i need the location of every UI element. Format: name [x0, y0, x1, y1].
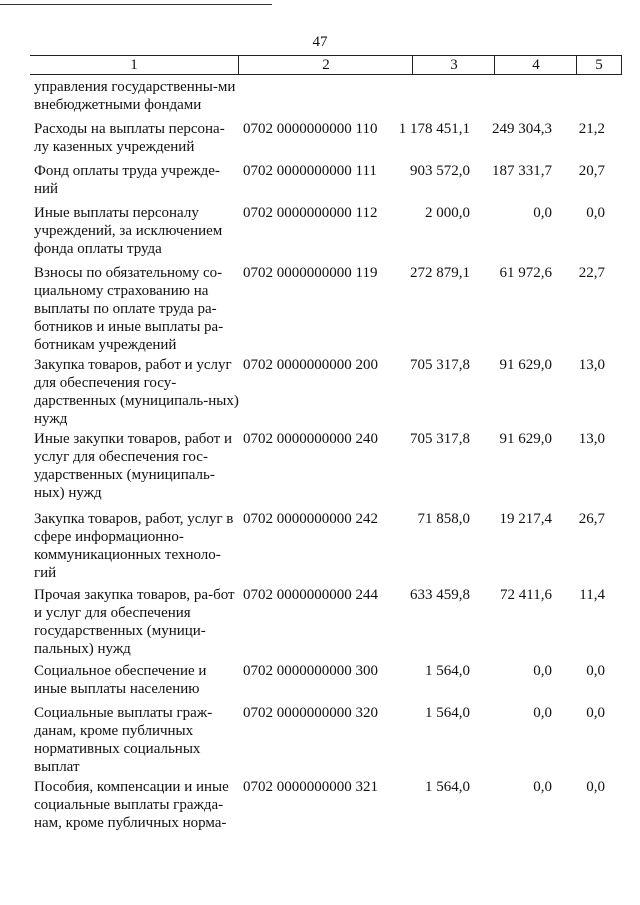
- row-description: Пособия, компенсации и иные социальные выплаты гражда-нам, кроме публичных норма-: [34, 779, 229, 831]
- row-value-col4: 0,0: [533, 779, 552, 795]
- row-value-col3: 705 317,8: [410, 431, 470, 447]
- row-value-col3: 1 564,0: [425, 779, 470, 795]
- row-value-col4: 19 217,4: [499, 511, 552, 527]
- row-description: Закупка товаров, работ, услуг в сфере информационно-коммуникационных техноло-гий: [34, 511, 234, 581]
- row-budget-code: 0702 0000000000 320: [243, 705, 378, 721]
- page-number: 47: [312, 34, 328, 50]
- column-header-4: 4: [494, 55, 577, 75]
- row-budget-code: 0702 0000000000 242: [243, 511, 378, 527]
- column-header-2: 2: [238, 55, 413, 75]
- column-header-1: 1: [30, 55, 238, 75]
- column-header-3: 3: [412, 55, 495, 75]
- row-description: Иные выплаты персоналу учреждений, за исключением фонда оплаты труда: [34, 205, 223, 257]
- row-value-col5: 20,7: [578, 163, 605, 179]
- row-description: Прочая закупка товаров, ра-бот и услуг для обеспечения государственных (муници-пальных) нужд: [34, 587, 235, 657]
- row-budget-code: 0702 0000000000 200: [243, 357, 378, 373]
- row-value-col5: 26,7: [578, 511, 605, 527]
- row-description: Социальные выплаты граж-данам, кроме публичных нормативных социальных выплат: [34, 705, 213, 775]
- row-value-col5: 0,0: [586, 779, 605, 795]
- row-value-col3: 903 572,0: [410, 163, 470, 179]
- table-header: [30, 55, 620, 75]
- top-rule: [0, 4, 272, 5]
- row-budget-code: 0702 0000000000 119: [243, 265, 378, 281]
- row-budget-code: 0702 0000000000 244: [243, 587, 378, 603]
- row-value-col4: 187 331,7: [492, 163, 552, 179]
- row-value-col4: 61 972,6: [499, 265, 552, 281]
- row-value-col5: 21,2: [578, 121, 605, 137]
- row-budget-code: 0702 0000000000 110: [243, 121, 378, 137]
- row-value-col3: 71 858,0: [417, 511, 470, 527]
- row-value-col3: 2 000,0: [425, 205, 470, 221]
- row-value-col5: 22,7: [578, 265, 605, 281]
- row-value-col4: 0,0: [533, 663, 552, 679]
- row-value-col3: 1 564,0: [425, 663, 470, 679]
- row-value-col4: 72 411,6: [500, 587, 552, 603]
- row-value-col5: 0,0: [586, 205, 605, 221]
- row-value-col5: 13,0: [578, 431, 605, 447]
- row-description: Социальное обеспечение и иные выплаты населению: [34, 663, 207, 697]
- row-value-col3: 272 879,1: [410, 265, 470, 281]
- row-value-col4: 0,0: [533, 705, 552, 721]
- row-value-col3: 705 317,8: [410, 357, 470, 373]
- row-description: Расходы на выплаты персона-лу казенных учреждений: [34, 121, 225, 155]
- row-value-col5: 11,4: [579, 587, 605, 603]
- row-budget-code: 0702 0000000000 321: [243, 779, 378, 795]
- row-budget-code: 0702 0000000000 240: [243, 431, 378, 447]
- row-value-col3: 633 459,8: [410, 587, 470, 603]
- row-budget-code: 0702 0000000000 111: [243, 163, 377, 179]
- row-description: Фонд оплаты труда учрежде-ний: [34, 163, 220, 197]
- row-description: Закупка товаров, работ и услуг для обеспечения госу-дарственных (муниципаль-ных) нужд: [34, 357, 239, 427]
- row-value-col3: 1 178 451,1: [398, 121, 470, 137]
- column-header-5: 5: [576, 55, 622, 75]
- row-description: Взносы по обязательному со-циальному страхованию на выплаты по оплате труда ра-ботников и иные выплаты ра-ботникам учреждений: [34, 265, 224, 353]
- row-value-col4: 91 629,0: [499, 431, 552, 447]
- row-value-col4: 91 629,0: [499, 357, 552, 373]
- row-value-col5: 0,0: [586, 705, 605, 721]
- continued-description: управления государственны-ми внебюджетными фондами: [34, 79, 236, 113]
- row-value-col5: 0,0: [586, 663, 605, 679]
- row-budget-code: 0702 0000000000 112: [243, 205, 378, 221]
- row-budget-code: 0702 0000000000 300: [243, 663, 378, 679]
- row-value-col4: 0,0: [533, 205, 552, 221]
- row-value-col4: 249 304,3: [492, 121, 552, 137]
- row-value-col5: 13,0: [578, 357, 605, 373]
- row-value-col3: 1 564,0: [425, 705, 470, 721]
- row-description: Иные закупки товаров, работ и услуг для обеспечения гос-ударственных (муниципаль-ных) нужд: [34, 431, 233, 501]
